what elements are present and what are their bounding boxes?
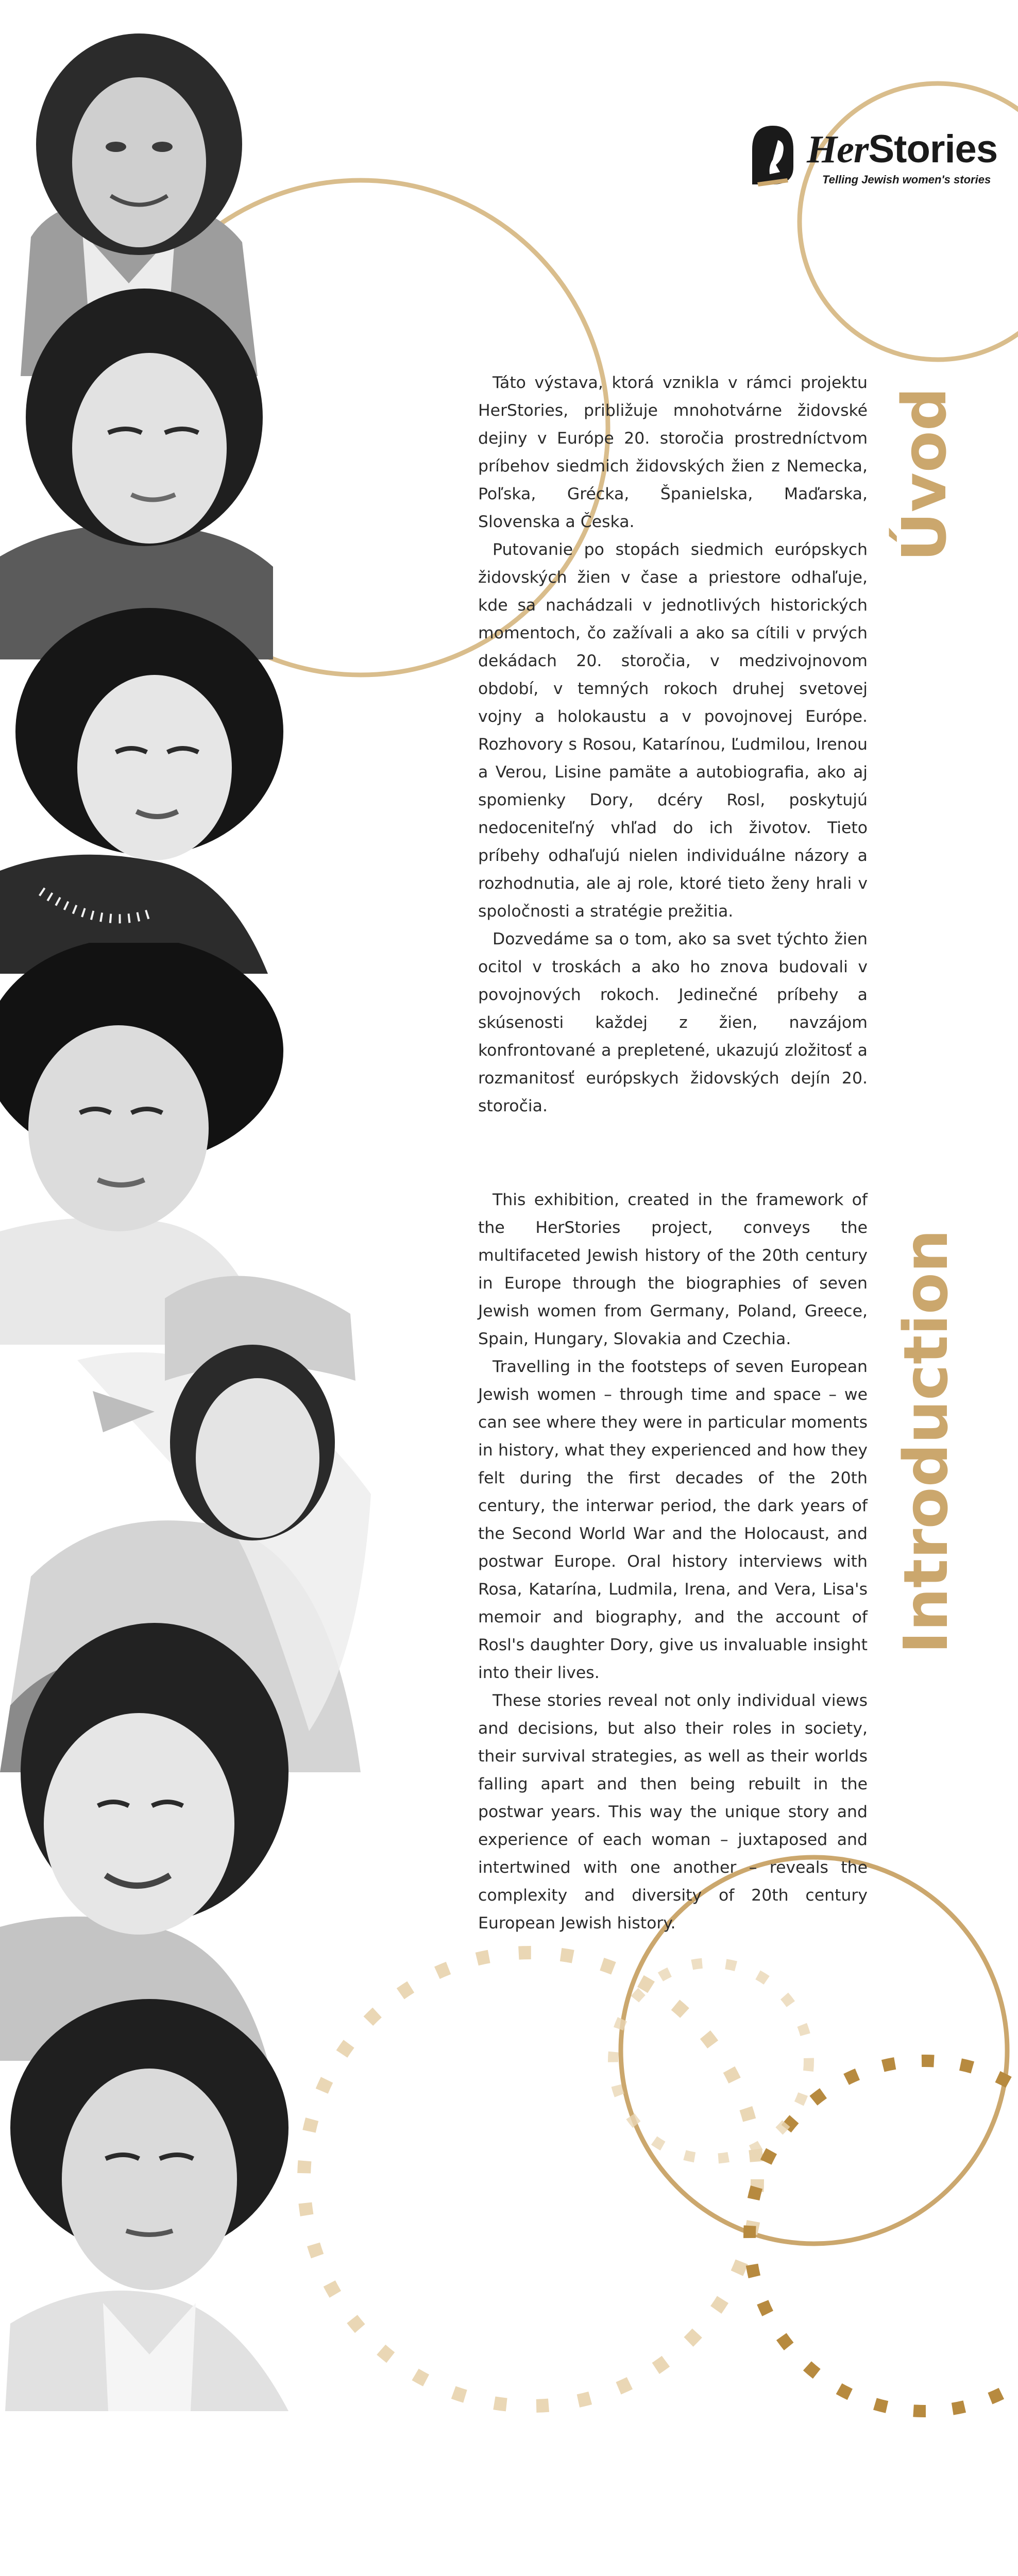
slovak-paragraph-1: Táto výstava, ktorá vznikla v rámci projektu HerStories, približuje mnohotvárne židovské dejiny v Európe 20. storočia prostredníctvom príbehov siedmich židovských žien z Nemecka, Poľska, Grécka, Španielska, Maďarska, Slovenska a Česka. bbox=[478, 374, 868, 531]
logo-tagline: Telling Jewish women's stories bbox=[822, 173, 991, 186]
dotted-ring-dark bbox=[750, 2061, 1018, 2411]
slovak-text-block bbox=[478, 369, 868, 1120]
logo-name-her: Her bbox=[807, 128, 869, 171]
heading-slovak: Úvod bbox=[889, 387, 960, 562]
slovak-paragraph-2: Putovanie po stopách siedmich európskych židovských žien v čase a priestore odhaľuje, kde sa nachádzali v jednotlivých historických momentoch, čo zažívali a ako sa cítili v prvých dekádach 20. storočia, v medzivojnovom období, v temných rokoch druhej svetovej vojny a holokaustu a v povojnovej Európe. Rozhovory s Rosou, Katarínou, Ľudmilou, Irenou a Verou, Lisine pamäte a autobiografia, ako aj spomienky Dory, dcéry Rosl, poskytujú nedoceniteľný vhľad do ich životov. Tieto príbehy odhaľujú nielen individuálne názory a rozhodnutia, ale aj role, ktoré tieto ženy hrali v spoločnosti a stratégie prežitia. bbox=[478, 540, 868, 921]
herstories-logo-icon bbox=[746, 123, 798, 189]
logo-name-stories: Stories bbox=[868, 127, 998, 171]
english-paragraph-3: These stories reveal not only individual views and decisions, but also their roles in society, their survival strategies, as well as their worlds falling apart and then being rebuilt in the postwar years. This way the unique story and experience of each woman – juxtaposed and intertwined with one another – reveals the complexity and diversity of 20th century European Jewish history. bbox=[478, 1691, 868, 1933]
portrait-photo-2 bbox=[0, 278, 278, 659]
slovak-paragraph-3: Dozvedáme sa o tom, ako sa svet týchto žien ocitol v troskách a ako ho znova budovali v povojnových rokoch. Jedinečné príbehy a skúsenosti každej z žien, navzájom konfrontované a prepletené, ukazujú zložitosť a rozmanitosť európskych židovských dejín 20. storočia. bbox=[478, 930, 868, 1115]
heading-english: Introduction bbox=[890, 1229, 961, 1654]
english-paragraph-1: This exhibition, created in the framework of the HerStories project, conveys the multifaceted Jewish history of the 20th century in Europe through the biographies of seven Jewish women from Germany, Poland, Greece, Spain, Hungary, Slovakia and Czechia. bbox=[478, 1191, 868, 1348]
portrait-photo-7 bbox=[0, 1994, 299, 2411]
dotted-ring-light bbox=[304, 1953, 757, 2406]
dotted-ring-light-small bbox=[613, 1963, 809, 2159]
portrait-photo-3 bbox=[0, 603, 304, 974]
english-paragraph-2: Travelling in the footsteps of seven European Jewish women – through time and space – we can see where they were in particular moments in history, what they experienced and how they felt during the first decades of the 20th century, the interwar period, the dark years of the Second World War and the Holocaust, and postwar Europe. Oral history interviews with Rosa, Katarína, Ludmila, Irena, and Vera, Lisa's memoir and biography, and the account of Rosl's daughter Dory, give us invaluable insight into their lives. bbox=[478, 1358, 868, 1682]
herstories-logo bbox=[746, 120, 998, 197]
english-text-block bbox=[478, 1186, 868, 1937]
logo-name bbox=[807, 127, 997, 172]
